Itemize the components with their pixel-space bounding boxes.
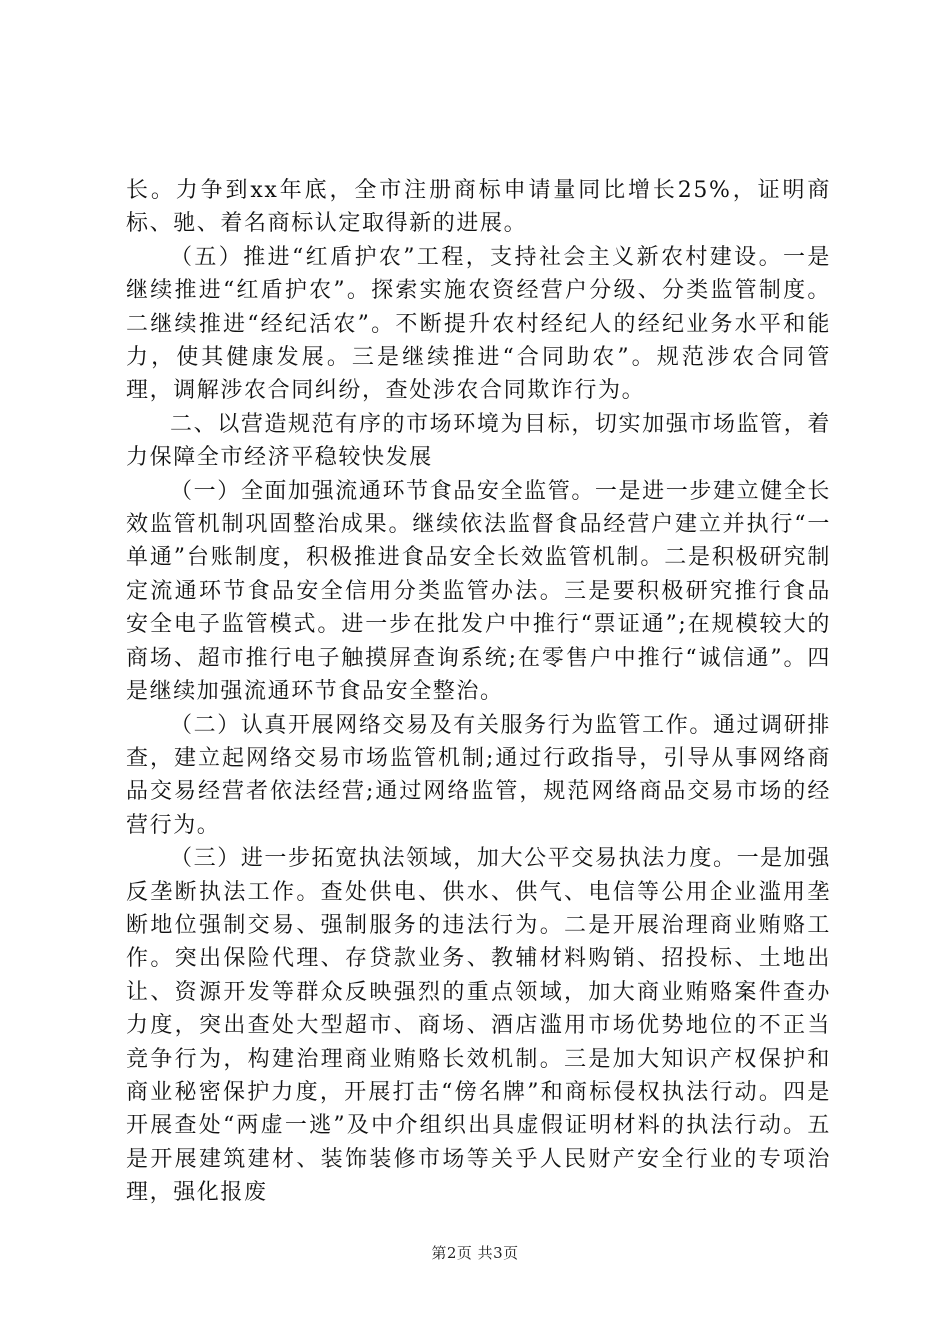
paragraph-food-safety: （一）全面加强流通环节食品安全监管。一是进一步建立健全长效监管机制巩固整治成果。继续依法监督食品经营户建立并执行“一单通”台账制度，积极推进食品安全长效监管机制。二是积极研究制定流通环节食品安全信用分类监管办法。三是要积极研究推行食品安全电子监管模式。进一步在批发户中推行“票证通”;在规模较大的商场、超市推行电子触摸屏查询系统;在零售户中推行“诚信通”。四是继续加强流通环节食品安全整治。 bbox=[126, 478, 831, 705]
paragraph-online-trading: （二）认真开展网络交易及有关服务行为监管工作。通过调研排查，建立起网络交易市场监管机制;通过行政指导，引导从事网络商品交易经营者依法经营;通过网络监管，规范网络商品交易市场的经营行为。 bbox=[126, 712, 831, 838]
section-heading-market-supervision: 二、以营造规范有序的市场环境为目标，切实加强市场监管，着力保障全市经济平稳较快发展 bbox=[126, 411, 831, 471]
paragraph-fair-trade-enforcement: （三）进一步拓宽执法领域，加大公平交易执法力度。一是加强反垄断执法工作。查处供电、供水、供气、电信等公用企业滥用垄断地位强制交易、强制服务的违法行为。二是开展治理商业贿赂工作。突出保险代理、存贷款业务、教辅材料购销、招投标、土地出让、资源开发等群众反映强烈的重点领域，加大商业贿赂案件查办力度，突出查处大型超市、商场、酒店滥用市场优势地位的不正当竞争行为，构建治理商业贿赂长效机制。三是加大知识产权保护和商业秘密保护力度，开展打击“傍名牌”和商标侵权执法行动。四是开展查处“两虚一逃”及中介组织出具虚假证明材料的执法行动。五是开展建筑建材、装饰装修市场等关乎人民财产安全行业的专项治理，强化报废 bbox=[126, 846, 831, 1206]
document-body bbox=[126, 174, 831, 1210]
paragraph-red-shield-agriculture: （五）推进“红盾护农”工程，支持社会主义新农村建设。一是继续推进“红盾护农”。探索实施农资经营户分级、分类监管制度。二继续推进“经纪活农”。不断提升农村经纪人的经纪业务水平和能力，使其健康发展。三是继续推进“合同助农”。规范涉农合同管理，调解涉农合同纠纷，查处涉农合同欺诈行为。 bbox=[126, 244, 831, 404]
page-footer: 第2页 共3页 bbox=[431, 1244, 519, 1262]
paragraph-trademark-goal: 长。力争到xx年底，全市注册商标申请量同比增长25%，证明商标、驰、着名商标认定取得新的进展。 bbox=[126, 178, 831, 237]
